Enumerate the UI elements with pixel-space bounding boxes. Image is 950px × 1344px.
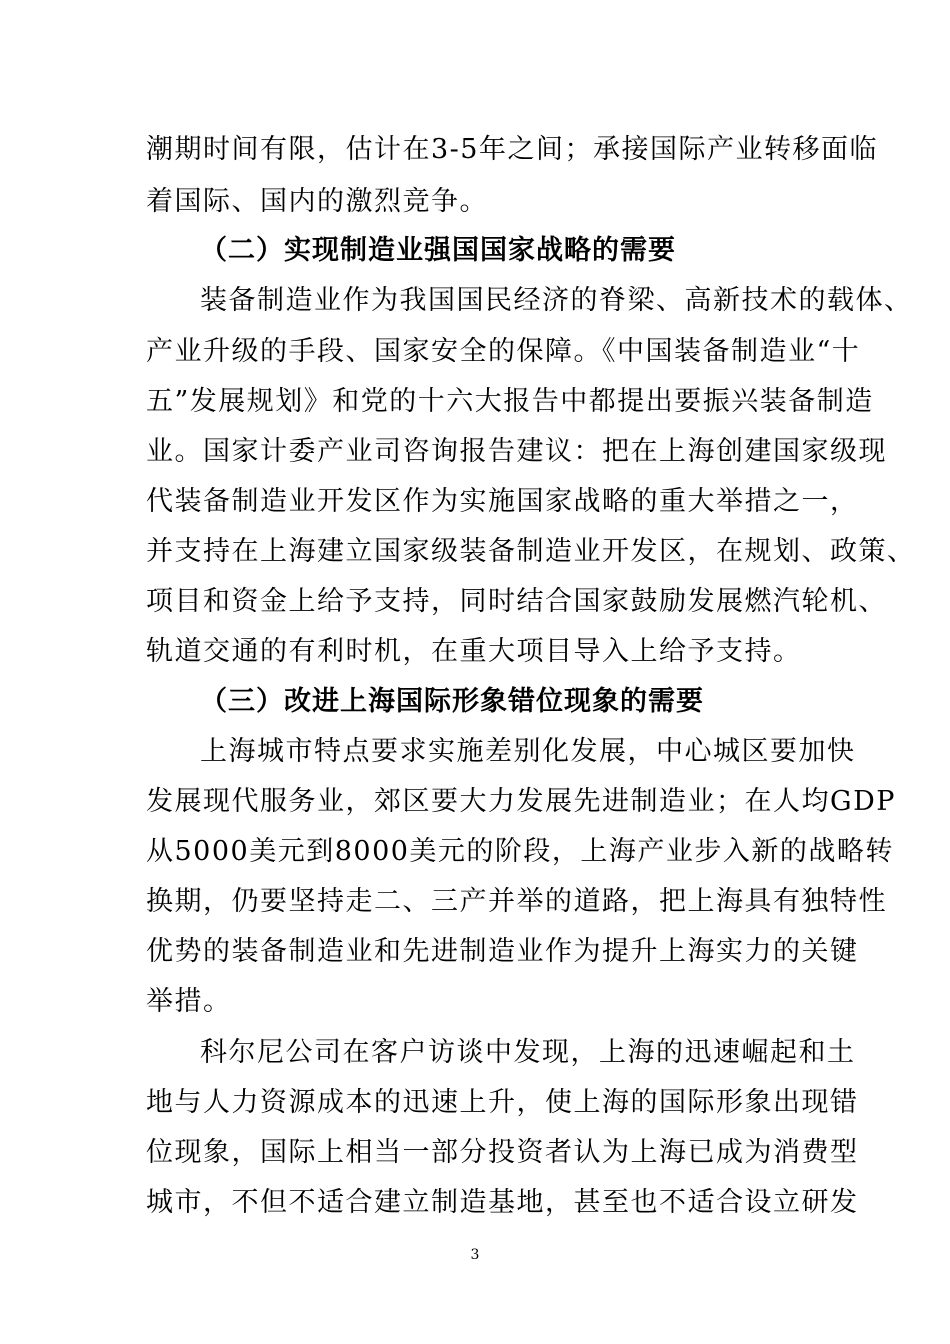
paragraph-line: 发展现代服务业，郊区要大力发展先进制造业；在人均GDP [146, 786, 896, 817]
paragraph-line: 从5000美元到8000美元的阶段，上海产业步入新的战略转 [146, 836, 894, 867]
paragraph-line: 科尔尼公司在客户访谈中发现，上海的迅速崛起和土 [200, 1037, 856, 1068]
section-heading-2: （二）实现制造业强国国家战略的需要 [200, 235, 676, 266]
paragraph-line: 业。国家计委产业司咨询报告建议：把在上海创建国家级现 [146, 436, 887, 467]
paragraph-line: 换期，仍要坚持走二、三产并举的道路，把上海具有独特性 [146, 886, 887, 917]
paragraph-line: 城市，不但不适合建立制造基地，甚至也不适合设立研发 [146, 1187, 859, 1218]
paragraph-line: 位现象，国际上相当一部分投资者认为上海已成为消费型 [146, 1137, 859, 1168]
paragraph-line: 举措。 [146, 986, 232, 1017]
paragraph-line: 代装备制造业开发区作为实施国家战略的重大举措之一， [146, 486, 859, 517]
paragraph-line: 地与人力资源成本的迅速上升，使上海的国际形象出现错 [146, 1087, 859, 1118]
page-number: 3 [470, 1247, 480, 1263]
paragraph-line: 着国际、国内的激烈竞争。 [146, 186, 488, 217]
section-heading-3: （三）改进上海国际形象错位现象的需要 [200, 686, 704, 717]
paragraph-line: 上海城市特点要求实施差别化发展，中心城区要加快 [200, 736, 856, 767]
paragraph-line: 并支持在上海建立国家级装备制造业开发区，在规划、政策、 [146, 536, 916, 567]
paragraph-line: 潮期时间有限，估计在3-5年之间；承接国际产业转移面临 [146, 134, 878, 165]
paragraph-line: 产业升级的手段、国家安全的保障。《中国装备制造业“十 [146, 336, 861, 367]
paragraph-line: 项目和资金上给予支持，同时结合国家鼓励发展燃汽轮机、 [146, 586, 887, 617]
paragraph-line: 轨道交通的有利时机，在重大项目导入上给予支持。 [146, 636, 802, 667]
paragraph-line: 装备制造业作为我国国民经济的脊梁、高新技术的载体、 [200, 285, 913, 316]
paragraph-line: 优势的装备制造业和先进制造业作为提升上海实力的关键 [146, 936, 859, 967]
paragraph-line: 五”发展规划》和党的十六大报告中都提出要振兴装备制造 [146, 386, 874, 417]
